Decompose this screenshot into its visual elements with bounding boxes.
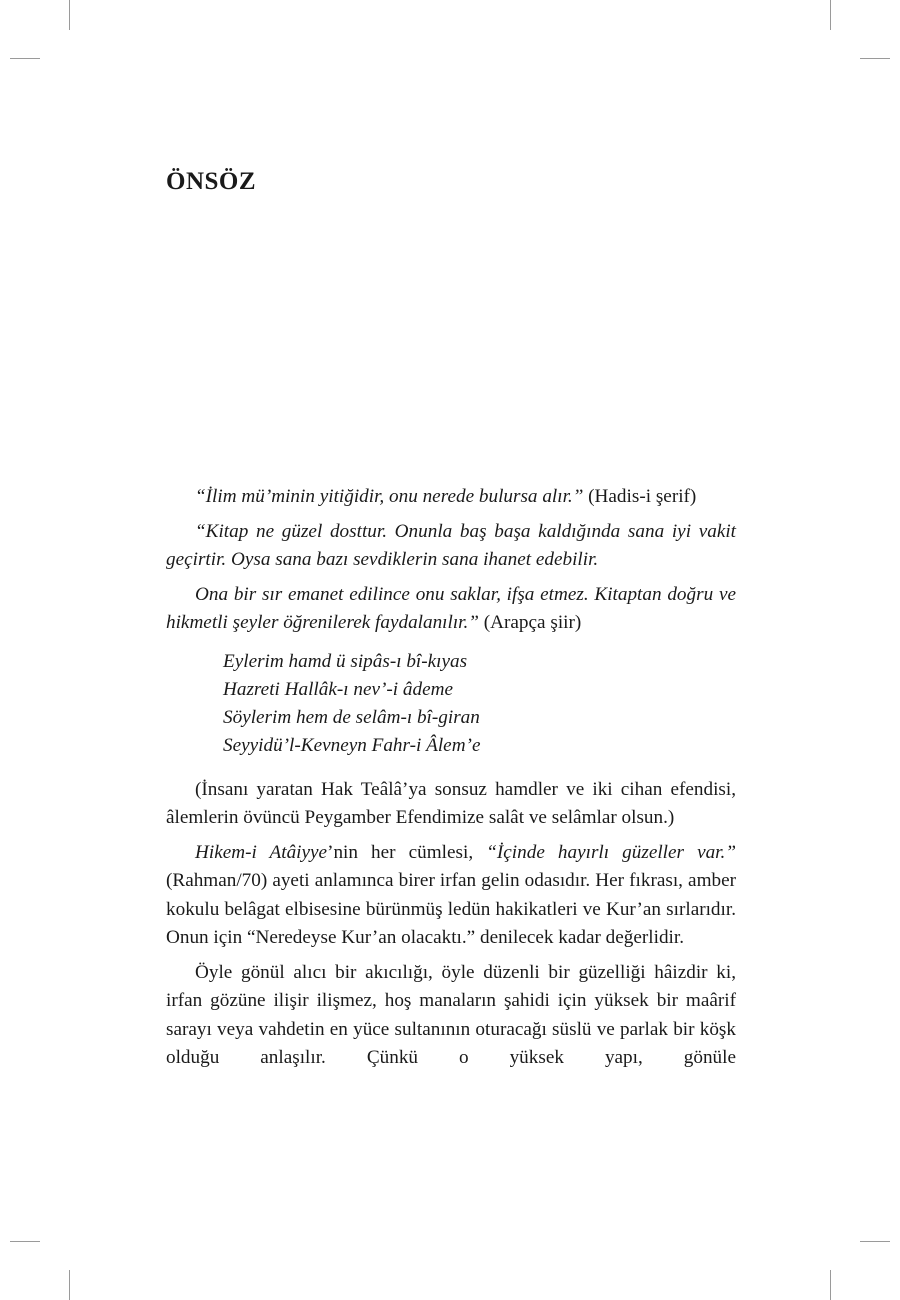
verse-line: Hazreti Hallâk-ı nev’-i âdeme (223, 678, 453, 700)
paragraph-2-text-a: ’nin her cümlesi, (327, 841, 487, 863)
poem-quote-part-1: “Kitap ne güzel dosttur. Onunla baş başa kaldığında sana iyi vakit geçirtir. Oysa sana bazı sevdiklerin sana ihanet edebilir. (166, 520, 736, 570)
paragraph-2-text-b: (Rahman/70) ayeti anlamınca birer irfan gelin odasıdır. Her fıkrası, amber kokulu belâgat elbisesine bürünmüş ledün hakikatleri ve Kur’an sırlarıdır. Onun için “Neredeyse Kur’an olacaktı.” denilecek kadar değerlidir. (166, 870, 736, 948)
page-title: ÖNSÖZ (166, 168, 257, 195)
crop-mark-right-top (860, 58, 890, 59)
verse-block (223, 648, 736, 760)
verse-line: Eylerim hamd ü sipâs-ı bî-kıyas (223, 650, 468, 672)
poem-epigraph-line-2 (166, 581, 736, 638)
crop-mark-top-left (69, 0, 70, 30)
crop-mark-left-bottom (10, 1241, 40, 1242)
page-body (166, 483, 736, 1079)
paragraph-2 (166, 839, 736, 953)
hadith-quote: “İlim mü’minin yitiğidir, onu nerede bulursa alır.” (195, 486, 584, 507)
poem-epigraph-line-1 (166, 518, 736, 575)
book-title: Hikem-i Atâiyye (195, 841, 328, 863)
verse-line: Söylerim hem de selâm-ı bî-giran (223, 706, 480, 728)
verse-quote: “İçinde hayırlı güzeller var.” (486, 841, 736, 863)
poem-quote-part-2: Ona bir sır emanet edilince onu saklar, ifşa etmez. Kitaptan doğru ve hikmetli şeyler öğrenilerek faydalanılır.” (166, 583, 736, 633)
hadith-source: (Hadis-i şerif) (588, 486, 697, 507)
crop-mark-bottom-right (830, 1270, 831, 1300)
crop-mark-bottom-left (69, 1270, 70, 1300)
crop-mark-top-right (830, 0, 831, 30)
paragraph-1: (İnsanı yaratan Hak Teâlâ’ya sonsuz hamdler ve iki cihan efendisi, âlemlerin övüncü Peygamber Efendimize salât ve selâmlar olsun.) (166, 778, 736, 828)
paragraph-3: Öyle gönül alıcı bir akıcılığı, öyle düzenli bir güzelliği hâizdir ki, irfan gözüne ilişir ilişmez, hoş manaların şahidi için yüksek bir maârif sarayı veya vahdetin en yüce sultanının oturacağı süslü ve parlak bir köşk olduğu anlaşılır. Çünkü o yüksek yapı, gönüle (166, 961, 736, 1068)
crop-mark-left-top (10, 58, 40, 59)
verse-line: Seyyidü’l-Kevneyn Fahr-i Âlem’e (223, 734, 481, 756)
crop-mark-right-bottom (860, 1241, 890, 1242)
poem-source: (Arapça şiir) (483, 612, 582, 633)
hadith-epigraph (166, 483, 736, 512)
